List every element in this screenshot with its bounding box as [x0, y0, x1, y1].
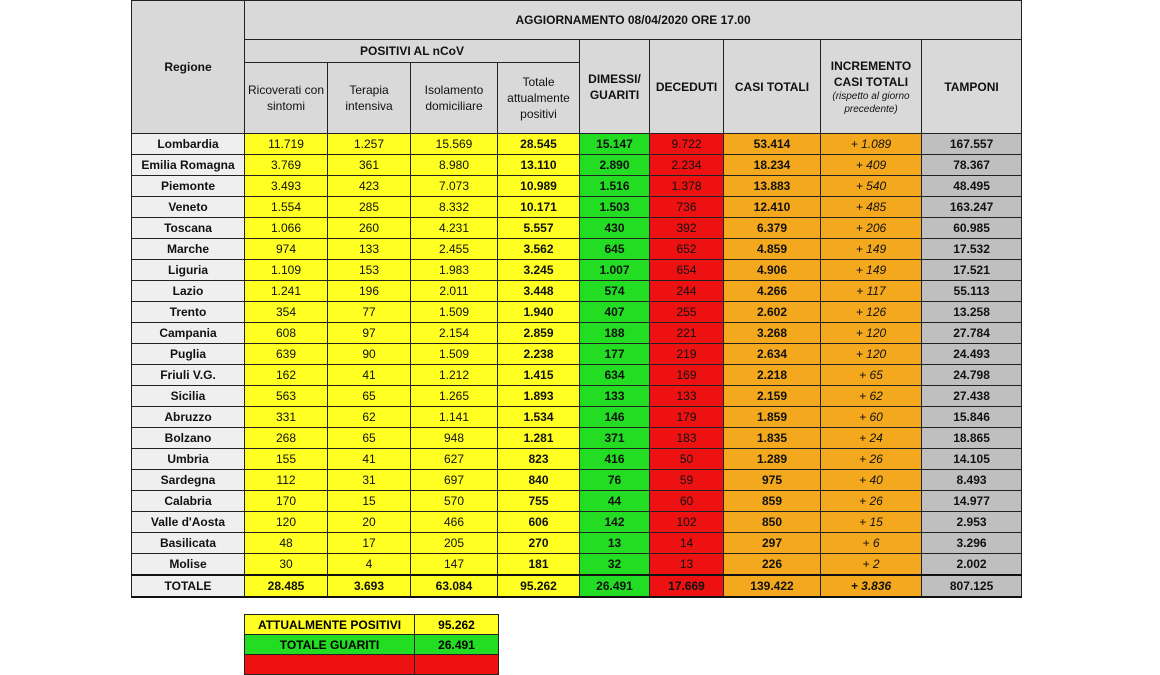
- cell-ricoverati: 331: [245, 407, 328, 428]
- cell-casi-totali: 1.859: [724, 407, 821, 428]
- summary-table: [244, 614, 499, 675]
- header-incremento-label: INCREMENTO CASI TOTALI: [830, 58, 912, 89]
- cell-ricoverati: 30: [245, 554, 328, 576]
- header-regione: Regione: [132, 1, 245, 134]
- cell-casi-totali: 1.289: [724, 449, 821, 470]
- cell-incremento: + 15: [821, 512, 922, 533]
- cell-incremento: + 6: [821, 533, 922, 554]
- cell-dimessi: 430: [580, 218, 650, 239]
- cell-totale-positivi: 2.859: [498, 323, 580, 344]
- cell-totale-positivi: 10.171: [498, 197, 580, 218]
- cell-incremento: + 62: [821, 386, 922, 407]
- cell-dimessi: 142: [580, 512, 650, 533]
- table-row: [132, 239, 1022, 260]
- cell-region: Veneto: [132, 197, 245, 218]
- cell-deceduti: 183: [650, 428, 724, 449]
- cell-incremento: + 206: [821, 218, 922, 239]
- cell-region: Basilicata: [132, 533, 245, 554]
- cell-casi-totali: 13.883: [724, 176, 821, 197]
- cell-tamponi: 27.784: [922, 323, 1022, 344]
- cell-terapia: 1.257: [328, 134, 411, 155]
- cell-region: Sicilia: [132, 386, 245, 407]
- cell-dimessi: 634: [580, 365, 650, 386]
- cell-dimessi: 371: [580, 428, 650, 449]
- table-row: [132, 449, 1022, 470]
- summary-value: 95.262: [415, 615, 499, 635]
- table-row: [132, 428, 1022, 449]
- cell-deceduti: 59: [650, 470, 724, 491]
- table-row: [132, 491, 1022, 512]
- cell-totale-positivi: 1.893: [498, 386, 580, 407]
- cell-region: Umbria: [132, 449, 245, 470]
- cell-deceduti: 169: [650, 365, 724, 386]
- cell-terapia: 90: [328, 344, 411, 365]
- cell-casi-totali: 850: [724, 512, 821, 533]
- cell-incremento: + 120: [821, 323, 922, 344]
- cell-totale-positivi: 823: [498, 449, 580, 470]
- cell-isolamento: 697: [411, 470, 498, 491]
- cell-dimessi: 1.007: [580, 260, 650, 281]
- cell-ricoverati: 1.066: [245, 218, 328, 239]
- cell-casi-totali: 2.218: [724, 365, 821, 386]
- header-incremento-note: (rispetto al giorno precedente): [832, 90, 910, 115]
- cell-casi-totali: 2.634: [724, 344, 821, 365]
- header-casi-totali: CASI TOTALI: [724, 40, 821, 134]
- cell-isolamento: 8.332: [411, 197, 498, 218]
- cell-tamponi: 8.493: [922, 470, 1022, 491]
- cell-tamponi: 78.367: [922, 155, 1022, 176]
- cell-region: Puglia: [132, 344, 245, 365]
- cell-terapia: 17: [328, 533, 411, 554]
- cell-isolamento: 7.073: [411, 176, 498, 197]
- cell-tamponi: 60.985: [922, 218, 1022, 239]
- cell-isolamento: 2.011: [411, 281, 498, 302]
- cell-ricoverati: 354: [245, 302, 328, 323]
- table-row: [132, 386, 1022, 407]
- cell-dimessi: 2.890: [580, 155, 650, 176]
- cell-dimessi: 15.147: [580, 134, 650, 155]
- header-deceduti: DECEDUTI: [650, 40, 724, 134]
- cell-incremento: + 1.089: [821, 134, 922, 155]
- cell-incremento: + 3.836: [821, 575, 922, 597]
- cell-tamponi: 24.493: [922, 344, 1022, 365]
- cell-casi-totali: 53.414: [724, 134, 821, 155]
- cell-terapia: 77: [328, 302, 411, 323]
- cell-region: Campania: [132, 323, 245, 344]
- cell-deceduti: 2.234: [650, 155, 724, 176]
- cell-region: Molise: [132, 554, 245, 576]
- cell-tamponi: 13.258: [922, 302, 1022, 323]
- summary-value: [415, 655, 499, 675]
- cell-isolamento: 948: [411, 428, 498, 449]
- cell-ricoverati: 48: [245, 533, 328, 554]
- cell-terapia: 65: [328, 428, 411, 449]
- cell-ricoverati: 974: [245, 239, 328, 260]
- totals-row: [132, 575, 1022, 597]
- header-incremento: [821, 40, 922, 134]
- cell-tamponi: 55.113: [922, 281, 1022, 302]
- cell-isolamento: 8.980: [411, 155, 498, 176]
- cell-ricoverati: 1.241: [245, 281, 328, 302]
- cell-dimessi: 416: [580, 449, 650, 470]
- cell-terapia: 41: [328, 365, 411, 386]
- cell-tamponi: 167.557: [922, 134, 1022, 155]
- cell-isolamento: 147: [411, 554, 498, 576]
- cell-deceduti: 102: [650, 512, 724, 533]
- cell-terapia: 260: [328, 218, 411, 239]
- cell-isolamento: 627: [411, 449, 498, 470]
- cell-totale-positivi: 5.557: [498, 218, 580, 239]
- cell-dimessi: 13: [580, 533, 650, 554]
- cell-incremento: + 26: [821, 491, 922, 512]
- cell-ricoverati: 112: [245, 470, 328, 491]
- table-row: [132, 470, 1022, 491]
- cell-incremento: + 126: [821, 302, 922, 323]
- cell-isolamento: 1.212: [411, 365, 498, 386]
- cell-incremento: + 24: [821, 428, 922, 449]
- cell-incremento: + 120: [821, 344, 922, 365]
- cell-incremento: + 60: [821, 407, 922, 428]
- cell-region: Liguria: [132, 260, 245, 281]
- cell-incremento: + 117: [821, 281, 922, 302]
- header-totale-positivi: Totale attualmente positivi: [498, 63, 580, 134]
- cell-isolamento: 4.231: [411, 218, 498, 239]
- table-row: [132, 134, 1022, 155]
- header-positivi-group: POSITIVI AL nCoV: [245, 40, 580, 63]
- cell-totale-positivi: 840: [498, 470, 580, 491]
- cell-deceduti: 244: [650, 281, 724, 302]
- cell-casi-totali: 975: [724, 470, 821, 491]
- cell-casi-totali: 4.266: [724, 281, 821, 302]
- cell-isolamento: 63.084: [411, 575, 498, 597]
- cell-ricoverati: 268: [245, 428, 328, 449]
- cell-region: Lazio: [132, 281, 245, 302]
- cell-totale-positivi: 3.448: [498, 281, 580, 302]
- cell-dimessi: 645: [580, 239, 650, 260]
- cell-deceduti: 179: [650, 407, 724, 428]
- cell-terapia: 423: [328, 176, 411, 197]
- cell-casi-totali: 18.234: [724, 155, 821, 176]
- cell-incremento: + 485: [821, 197, 922, 218]
- table-row: [132, 344, 1022, 365]
- cell-deceduti: 219: [650, 344, 724, 365]
- cell-tamponi: 14.977: [922, 491, 1022, 512]
- table-row: [132, 533, 1022, 554]
- cell-totale-positivi: 2.238: [498, 344, 580, 365]
- cell-terapia: 15: [328, 491, 411, 512]
- table-row: [132, 197, 1022, 218]
- cell-terapia: 41: [328, 449, 411, 470]
- cell-dimessi: 133: [580, 386, 650, 407]
- cell-totale-positivi: 95.262: [498, 575, 580, 597]
- cell-dimessi: 146: [580, 407, 650, 428]
- cell-ricoverati: 1.109: [245, 260, 328, 281]
- cell-terapia: 62: [328, 407, 411, 428]
- cell-casi-totali: 2.602: [724, 302, 821, 323]
- cell-deceduti: 652: [650, 239, 724, 260]
- cell-region: TOTALE: [132, 575, 245, 597]
- table-row: [132, 281, 1022, 302]
- cell-tamponi: 27.438: [922, 386, 1022, 407]
- header-ricoverati: Ricoverati con sintomi: [245, 63, 328, 134]
- cell-region: Friuli V.G.: [132, 365, 245, 386]
- cell-ricoverati: 120: [245, 512, 328, 533]
- cell-tamponi: 14.105: [922, 449, 1022, 470]
- cell-region: Trento: [132, 302, 245, 323]
- cell-casi-totali: 1.835: [724, 428, 821, 449]
- cell-tamponi: 3.296: [922, 533, 1022, 554]
- cell-tamponi: 17.532: [922, 239, 1022, 260]
- summary-value: 26.491: [415, 635, 499, 655]
- cell-region: Valle d'Aosta: [132, 512, 245, 533]
- summary-label: ATTUALMENTE POSITIVI: [245, 615, 415, 635]
- cell-region: Piemonte: [132, 176, 245, 197]
- cell-region: Abruzzo: [132, 407, 245, 428]
- cell-deceduti: 1.378: [650, 176, 724, 197]
- cell-casi-totali: 139.422: [724, 575, 821, 597]
- table-row: [132, 218, 1022, 239]
- cell-dimessi: 32: [580, 554, 650, 576]
- cell-incremento: + 149: [821, 239, 922, 260]
- table-body: [132, 134, 1022, 598]
- covid-data-table: [131, 0, 1022, 598]
- cell-totale-positivi: 270: [498, 533, 580, 554]
- summary-label: [245, 655, 415, 675]
- summary-row-positivi: [245, 615, 499, 635]
- cell-terapia: 196: [328, 281, 411, 302]
- cell-dimessi: 407: [580, 302, 650, 323]
- cell-tamponi: 807.125: [922, 575, 1022, 597]
- cell-dimessi: 177: [580, 344, 650, 365]
- cell-totale-positivi: 3.562: [498, 239, 580, 260]
- cell-ricoverati: 639: [245, 344, 328, 365]
- cell-dimessi: 44: [580, 491, 650, 512]
- cell-totale-positivi: 1.415: [498, 365, 580, 386]
- cell-incremento: + 149: [821, 260, 922, 281]
- cell-totale-positivi: 1.534: [498, 407, 580, 428]
- table-row: [132, 323, 1022, 344]
- summary-row-guariti: [245, 635, 499, 655]
- cell-casi-totali: 12.410: [724, 197, 821, 218]
- cell-terapia: 153: [328, 260, 411, 281]
- cell-tamponi: 18.865: [922, 428, 1022, 449]
- table-row: [132, 512, 1022, 533]
- cell-ricoverati: 162: [245, 365, 328, 386]
- cell-ricoverati: 170: [245, 491, 328, 512]
- cell-incremento: + 540: [821, 176, 922, 197]
- cell-ricoverati: 1.554: [245, 197, 328, 218]
- cell-isolamento: 570: [411, 491, 498, 512]
- cell-deceduti: 221: [650, 323, 724, 344]
- cell-deceduti: 14: [650, 533, 724, 554]
- cell-terapia: 4: [328, 554, 411, 576]
- cell-deceduti: 392: [650, 218, 724, 239]
- cell-tamponi: 2.953: [922, 512, 1022, 533]
- cell-isolamento: 2.154: [411, 323, 498, 344]
- cell-deceduti: 133: [650, 386, 724, 407]
- cell-totale-positivi: 3.245: [498, 260, 580, 281]
- cell-incremento: + 40: [821, 470, 922, 491]
- cell-totale-positivi: 1.940: [498, 302, 580, 323]
- cell-deceduti: 17.669: [650, 575, 724, 597]
- table-row: [132, 365, 1022, 386]
- cell-ricoverati: 28.485: [245, 575, 328, 597]
- cell-tamponi: 163.247: [922, 197, 1022, 218]
- cell-totale-positivi: 606: [498, 512, 580, 533]
- cell-incremento: + 2: [821, 554, 922, 576]
- cell-terapia: 285: [328, 197, 411, 218]
- cell-region: Marche: [132, 239, 245, 260]
- cell-deceduti: 13: [650, 554, 724, 576]
- summary-row-deceduti: [245, 655, 499, 675]
- cell-dimessi: 574: [580, 281, 650, 302]
- cell-region: Emilia Romagna: [132, 155, 245, 176]
- cell-isolamento: 1.509: [411, 302, 498, 323]
- cell-region: Calabria: [132, 491, 245, 512]
- cell-isolamento: 466: [411, 512, 498, 533]
- cell-tamponi: 15.846: [922, 407, 1022, 428]
- cell-deceduti: 255: [650, 302, 724, 323]
- cell-casi-totali: 2.159: [724, 386, 821, 407]
- cell-casi-totali: 6.379: [724, 218, 821, 239]
- cell-totale-positivi: 755: [498, 491, 580, 512]
- cell-terapia: 3.693: [328, 575, 411, 597]
- cell-incremento: + 409: [821, 155, 922, 176]
- cell-casi-totali: 859: [724, 491, 821, 512]
- header-dimessi: DIMESSI/ GUARITI: [580, 40, 650, 134]
- cell-casi-totali: 3.268: [724, 323, 821, 344]
- cell-incremento: + 65: [821, 365, 922, 386]
- cell-ricoverati: 3.493: [245, 176, 328, 197]
- cell-ricoverati: 11.719: [245, 134, 328, 155]
- header-isolamento: Isolamento domiciliare: [411, 63, 498, 134]
- cell-tamponi: 48.495: [922, 176, 1022, 197]
- table-row: [132, 260, 1022, 281]
- cell-deceduti: 736: [650, 197, 724, 218]
- cell-tamponi: 2.002: [922, 554, 1022, 576]
- table-row: [132, 554, 1022, 576]
- cell-region: Toscana: [132, 218, 245, 239]
- cell-dimessi: 1.503: [580, 197, 650, 218]
- table-row: [132, 407, 1022, 428]
- cell-totale-positivi: 13.110: [498, 155, 580, 176]
- summary-label: TOTALE GUARITI: [245, 635, 415, 655]
- cell-region: Bolzano: [132, 428, 245, 449]
- cell-terapia: 133: [328, 239, 411, 260]
- table-row: [132, 176, 1022, 197]
- cell-dimessi: 188: [580, 323, 650, 344]
- cell-terapia: 20: [328, 512, 411, 533]
- cell-deceduti: 654: [650, 260, 724, 281]
- cell-totale-positivi: 28.545: [498, 134, 580, 155]
- cell-isolamento: 1.509: [411, 344, 498, 365]
- cell-isolamento: 205: [411, 533, 498, 554]
- cell-tamponi: 24.798: [922, 365, 1022, 386]
- cell-ricoverati: 563: [245, 386, 328, 407]
- cell-deceduti: 60: [650, 491, 724, 512]
- cell-isolamento: 2.455: [411, 239, 498, 260]
- cell-casi-totali: 297: [724, 533, 821, 554]
- cell-terapia: 31: [328, 470, 411, 491]
- cell-terapia: 361: [328, 155, 411, 176]
- cell-ricoverati: 155: [245, 449, 328, 470]
- cell-terapia: 65: [328, 386, 411, 407]
- cell-isolamento: 1.141: [411, 407, 498, 428]
- cell-ricoverati: 608: [245, 323, 328, 344]
- cell-ricoverati: 3.769: [245, 155, 328, 176]
- cell-incremento: + 26: [821, 449, 922, 470]
- cell-isolamento: 1.983: [411, 260, 498, 281]
- cell-region: Lombardia: [132, 134, 245, 155]
- table-row: [132, 302, 1022, 323]
- cell-isolamento: 1.265: [411, 386, 498, 407]
- cell-tamponi: 17.521: [922, 260, 1022, 281]
- cell-dimessi: 1.516: [580, 176, 650, 197]
- cell-totale-positivi: 1.281: [498, 428, 580, 449]
- cell-dimessi: 26.491: [580, 575, 650, 597]
- cell-terapia: 97: [328, 323, 411, 344]
- cell-region: Sardegna: [132, 470, 245, 491]
- cell-deceduti: 50: [650, 449, 724, 470]
- table-title: AGGIORNAMENTO 08/04/2020 ORE 17.00: [245, 1, 1022, 40]
- cell-totale-positivi: 10.989: [498, 176, 580, 197]
- cell-isolamento: 15.569: [411, 134, 498, 155]
- header-terapia: Terapia intensiva: [328, 63, 411, 134]
- cell-casi-totali: 226: [724, 554, 821, 576]
- cell-casi-totali: 4.859: [724, 239, 821, 260]
- cell-totale-positivi: 181: [498, 554, 580, 576]
- cell-deceduti: 9.722: [650, 134, 724, 155]
- cell-dimessi: 76: [580, 470, 650, 491]
- header-tamponi: TAMPONI: [922, 40, 1022, 134]
- cell-casi-totali: 4.906: [724, 260, 821, 281]
- table-row: [132, 155, 1022, 176]
